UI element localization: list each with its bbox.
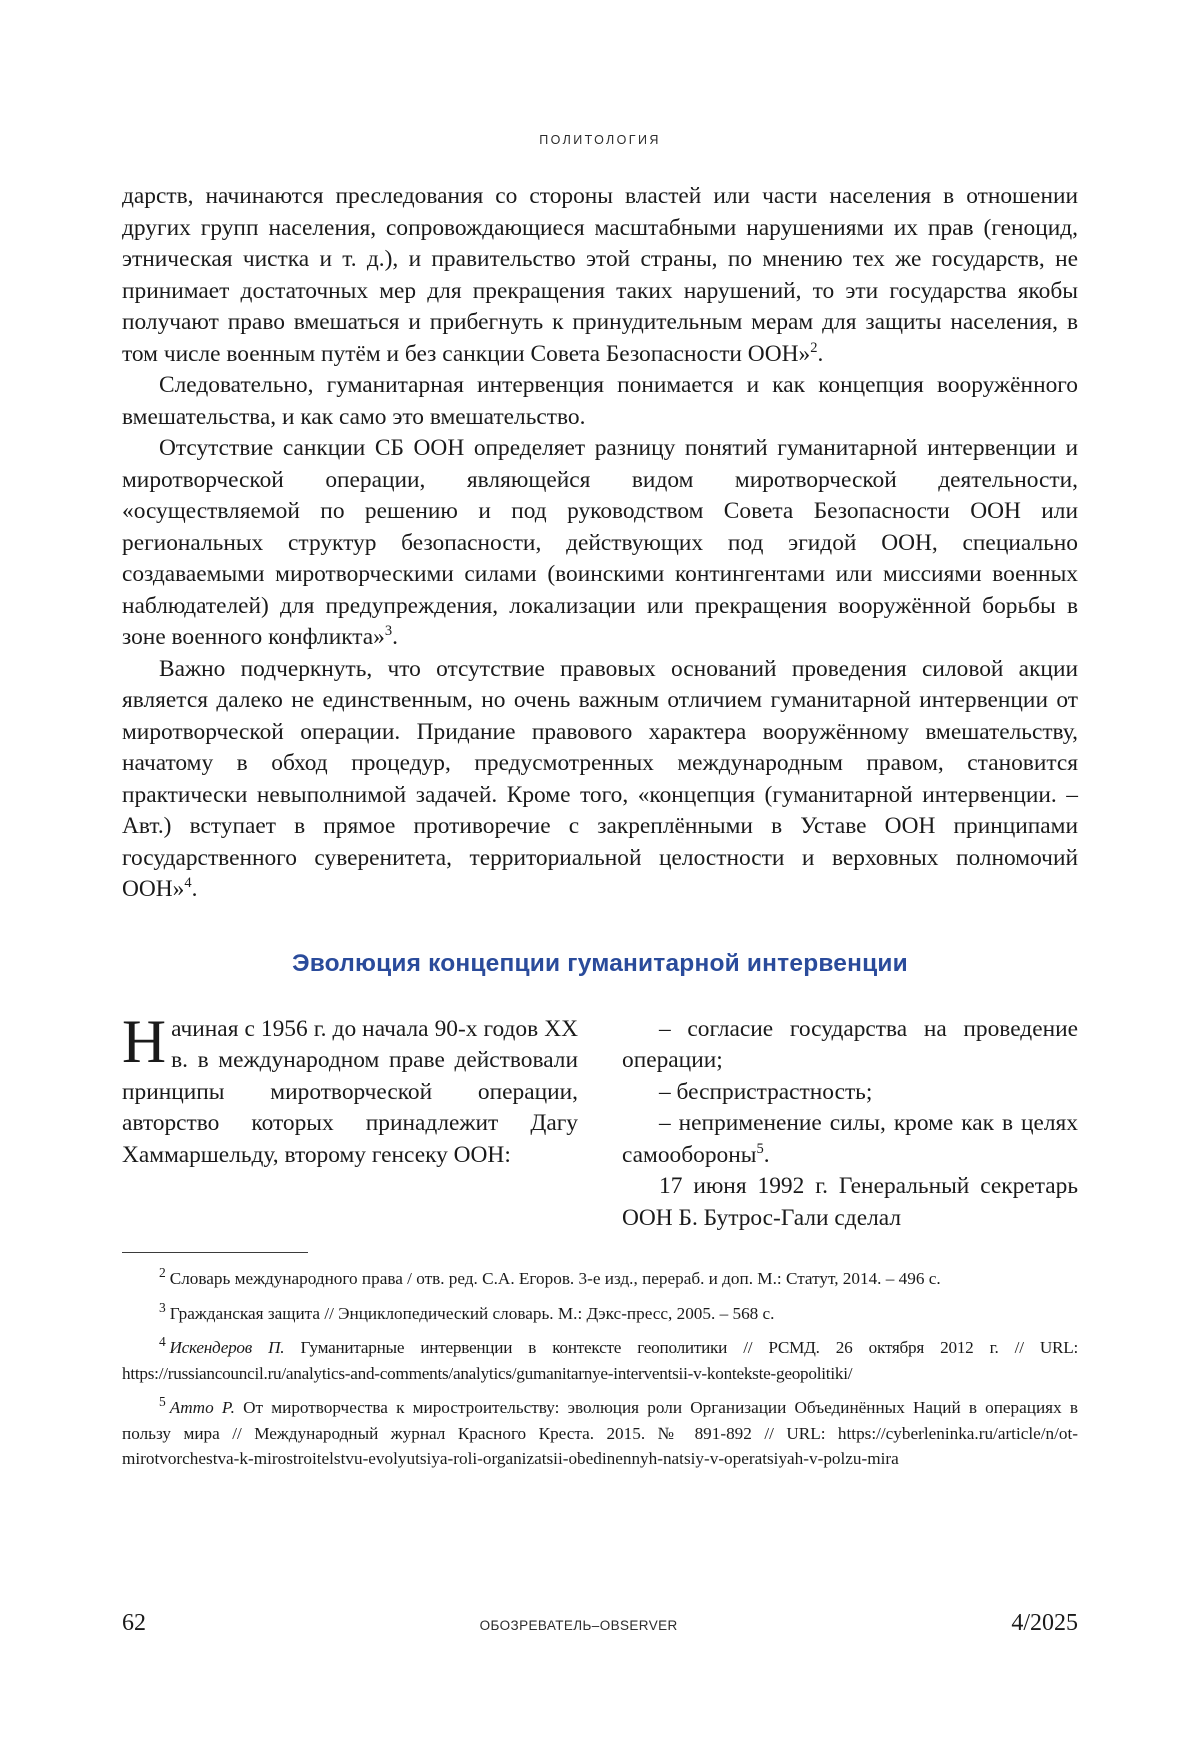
footnote-ref-2: 2 xyxy=(810,339,818,356)
footnote-author: Аттo Р. xyxy=(169,1398,235,1417)
paragraph-2 xyxy=(122,370,1078,433)
page-number: 62 xyxy=(122,1610,146,1636)
footnote-item xyxy=(122,1335,1078,1386)
paragraph-4-text: Важно подчеркнуть, что отсутствие правовых оснований проведения силовой акции является далеко не единственным, но очень важным отличием гуманитарной интервенции от миротворческой операции. Придание правового характера вооружённому вмешательству, начатому в обход процедур, предусмотренных международным правом, становится практически невыполнимой задачей. Кроме того, «концепция (гуманитарной интервенции. – Авт.) вступает в прямое противоречие с закреплёнными в Уставе ООН принципами государственного суверенитета, территориальной целостности и верховных полномочий ООН» xyxy=(122,655,1078,902)
footnote-number: 2 xyxy=(159,1265,166,1281)
left-column-text: ачиная с 1956 г. до начала 90-х годов XX в. в международном праве действовали принципы миротворческой операции, авторство которых принадлежит Дагу Хаммаршельду, второму генсеку ООН: xyxy=(122,1015,578,1168)
footnote-ref-3: 3 xyxy=(384,623,393,640)
footnote-ref-5: 5 xyxy=(756,1140,764,1157)
journal-name: ОБОЗРЕВАТЕЛЬ–OBSERVER xyxy=(479,1618,678,1633)
two-column-area xyxy=(122,1008,1078,1235)
footnote-separator xyxy=(122,1252,308,1253)
footnote-text: Словарь международного права / отв. ред. С.А. Егоров. 3-е изд., перераб. и доп. М.: Статут, 2014. – 496 с. xyxy=(169,1269,941,1288)
left-column-paragraph xyxy=(122,1008,578,1172)
column-left xyxy=(122,1008,578,1235)
page-footer xyxy=(122,1610,1078,1637)
running-head: ПОЛИТОЛОГИЯ xyxy=(539,133,661,147)
footnotes xyxy=(122,1266,1078,1472)
footnote-text: От миротворчества к миростроительству: эволюция роли Организации Объединённых Наций в операциях в пользу мира // Международный журнал Красного Креста. 2015. № 891-892 // URL: https://cyberleninka.ru/article/n/ot-mirotvorchestva-k-mirostroitelstvu-evolyutsiya-roli-organizatsii-obedinennyh-natsiy-v-operatsiyah-v-polzu-mira xyxy=(122,1398,1078,1468)
paragraph-1 xyxy=(122,181,1078,370)
paragraph-1-tail: . xyxy=(817,340,824,367)
paragraph-2-text: Следовательно, гуманитарная интервенция понимается и как концепция вооружённого вмешательства, и как само это вмешательство. xyxy=(122,372,1078,430)
list-item: – беспристрастность; xyxy=(659,1078,873,1105)
footnote-ref-4: 4 xyxy=(184,875,192,892)
list-item: – согласие государства на проведение операции; xyxy=(622,1015,1078,1073)
footnote-number: 5 xyxy=(159,1394,166,1410)
footnote-text: Гражданская защита // Энциклопедический словарь. М.: Дэкс-пресс, 2005. – 568 с. xyxy=(169,1303,775,1323)
list-item xyxy=(622,1108,1078,1171)
paragraph-1-text: дарств, начинаются преследования со стороны властей или части населения в отношении других групп населения, сопровождающиеся масштабными нарушениями их прав (геноцид, этническая чистка и т. д.), и правительство этой страны, по мнению тех же государств, не принимает достаточных мер для прекращения таких нарушений, то эти государства якобы получают право вмешаться и прибегнуть к принудительным мерам для защиты населения, в том числе военным путём и без санкции Совета Безопасности ООН» xyxy=(122,183,1078,367)
drop-cap: Н xyxy=(122,1008,167,1076)
paragraph-3 xyxy=(122,433,1078,654)
footnote-text: Гуманитарные интервенции в контексте геополитики // РСМД. 26 октября 2012 г. // URL: https://russiancouncil.ru/analytics-and-comments/analytics/gumanitarnye-interventsii-v-kontekste-geopolitiki/ xyxy=(122,1338,1078,1383)
column-right xyxy=(622,1014,1078,1235)
footnote-number: 3 xyxy=(159,1299,166,1315)
footnote-item xyxy=(122,1301,1078,1327)
issue-number: 4/2025 xyxy=(1011,1610,1078,1636)
paragraph-3-text: Отсутствие санкции СБ ООН определяет разницу понятий гуманитарной интервенции и миротворческой операции, являющейся видом миротворческой деятельности, «осуществляемой по решению и под руководством Совета Безопасности ООН или региональных структур безопасности, действующих под эгидой ООН, специально создаваемыми миротворческими силами (воинскими контингентами или миссиями военных наблюдателей) для предупреждения, локализации или прекращения вооружённой борьбы в зоне военного конфликта» xyxy=(122,435,1078,650)
paragraph-4-tail: . xyxy=(191,876,198,902)
footnote-author: Искендеров П. xyxy=(169,1338,285,1357)
list-item-tail: . xyxy=(763,1141,770,1168)
page-content xyxy=(122,0,1078,1472)
section-heading: Эволюция концепции гуманитарной интервенции xyxy=(292,949,908,977)
paragraph-3-tail: . xyxy=(392,624,398,650)
footnote-item xyxy=(122,1266,1078,1292)
footnote-item xyxy=(122,1395,1078,1472)
footnote-number: 4 xyxy=(159,1334,166,1350)
body-text xyxy=(122,181,1078,906)
right-column-paragraph: 17 июня 1992 г. Генеральный секретарь ООН Б. Бутрос-Гали сделал xyxy=(622,1173,1078,1231)
paragraph-4 xyxy=(122,654,1078,906)
list-item-text: – неприменение силы, кроме как в целях самообороны xyxy=(622,1110,1078,1168)
